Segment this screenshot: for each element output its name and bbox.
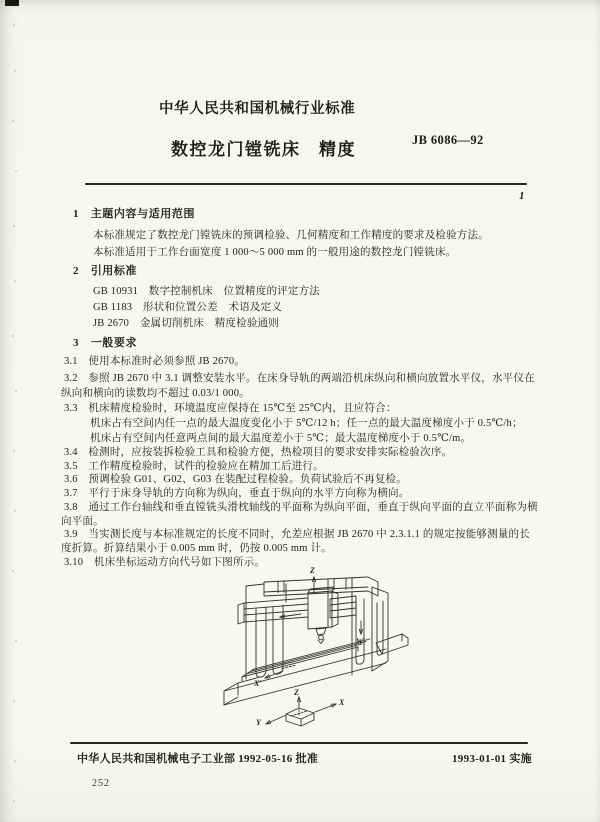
axis-label-w: W′ <box>356 637 366 646</box>
axis-label-z: Z <box>310 566 315 575</box>
axis-label-triad-z: Z <box>294 688 299 697</box>
axis-label-triad-x: X <box>339 698 345 707</box>
clause-3-2-cont: 纵向和横向的读数均不超过 0.03/1 000。 <box>61 388 250 399</box>
clause-3-3-item: 机床占有空间内任一点的最大温度变化小于 5℃/12 h；任一点的最大温度梯度小于 0.5℃/h； <box>90 418 523 429</box>
clause-3-3: 3.3 机床精度检验时，环境温度应保持在 15℃至 25℃内，且应符合： <box>64 403 397 414</box>
footer-rule <box>70 742 528 744</box>
section-1-heading: 1 主题内容与适用范围 <box>73 208 196 220</box>
implementation-date: 1993-01-01 实施 <box>452 753 532 765</box>
clause-3-9-cont: 度折算。折算结果小于 0.005 mm 时，仍按 0.005 mm 计。 <box>61 543 332 554</box>
page-number: 252 <box>92 778 110 789</box>
approval-statement: 中华人民共和国机械电子工业部 1992-05-16 批准 <box>77 753 319 765</box>
standard-org-title: 中华人民共和国机械行业标准 <box>159 101 356 117</box>
clause-3-1: 3.1 使用本标准时必须参照 JB 2670。 <box>64 356 246 367</box>
clause-3-9: 3.9 当实测长度与本标准规定的长度不同时，允差应根据 JB 2670 中 2.3.1.1 的规定按能够测量的长 <box>64 529 530 540</box>
worktable <box>242 639 370 681</box>
clause-line: 本标准规定了数控龙门镗铣床的预调检验、几何精度和工作精度的要求及检验方法。 <box>93 230 489 241</box>
clause-3-10: 3.10 机床坐标运动方向代号如下图所示。 <box>64 557 266 568</box>
axis-label-x-prime: X′ <box>254 679 262 688</box>
clause-3-2: 3.2 参照 JB 2670 中 3.1 调整安装水平。在床身导轨的两端沿机床纵向和横向放置水平仪，水平仪在 <box>64 373 535 384</box>
bed-tail <box>376 634 408 654</box>
standard-code: JB 6086—92 <box>412 133 484 147</box>
clause-3-3-item: 机床占有空间内任意两点间的最大温度差小于 5℃；最大温度梯度小于 0.5℃/m。 <box>90 433 472 444</box>
referenced-standard: JB 2670 金属切削机床 精度检验通则 <box>93 318 279 329</box>
machine-coordinate-figure <box>180 565 440 743</box>
scan-speckles <box>13 24 15 26</box>
clause-line: 本标准适用于工作台面宽度 1 000～5 000 mm 的一般用途的数控龙门镗铣床。 <box>93 247 457 258</box>
handwritten-page-mark: 1 <box>519 190 525 202</box>
right-column <box>352 587 388 675</box>
section-2-heading: 2 引用标准 <box>73 265 138 277</box>
axis-label-triad-y: Y <box>256 718 261 727</box>
scan-corner-mark <box>5 0 19 6</box>
section-3-heading: 3 一般要求 <box>73 337 138 349</box>
document-title: 数控龙门镗铣床 精度 <box>171 140 356 159</box>
clause-3-4: 3.4 检测时，应按装拆检验工具和检验方便，热检项目的要求安排实际检验次序。 <box>64 447 453 458</box>
referenced-standard: GB 10931 数字控制机床 位置精度的评定方法 <box>93 286 320 297</box>
referenced-standard: GB 1183 形状和位置公差 术语及定义 <box>93 302 283 313</box>
clause-3-8-cont: 向平面。 <box>61 516 104 527</box>
clause-3-5: 3.5 工作精度检验时，试件的检验应在精加工后进行。 <box>64 461 324 472</box>
coordinate-triad <box>256 688 345 727</box>
header-rule <box>85 183 527 185</box>
clause-3-6: 3.6 预调检验 G01、G02、G03 在装配过程检验。负荷试验后不再复检。 <box>64 474 407 485</box>
clause-3-8: 3.8 通过工作台轴线和垂直镗铣头滑枕轴线的平面称为纵向平面，垂直于纵向平面的直立平面称为横 <box>64 502 538 513</box>
gantry-top-beam <box>264 577 378 596</box>
clause-3-7: 3.7 平行于床身导轨的方向称为纵向，垂直于纵向的水平方向称为横向。 <box>64 488 410 499</box>
spindle-head <box>308 587 338 644</box>
